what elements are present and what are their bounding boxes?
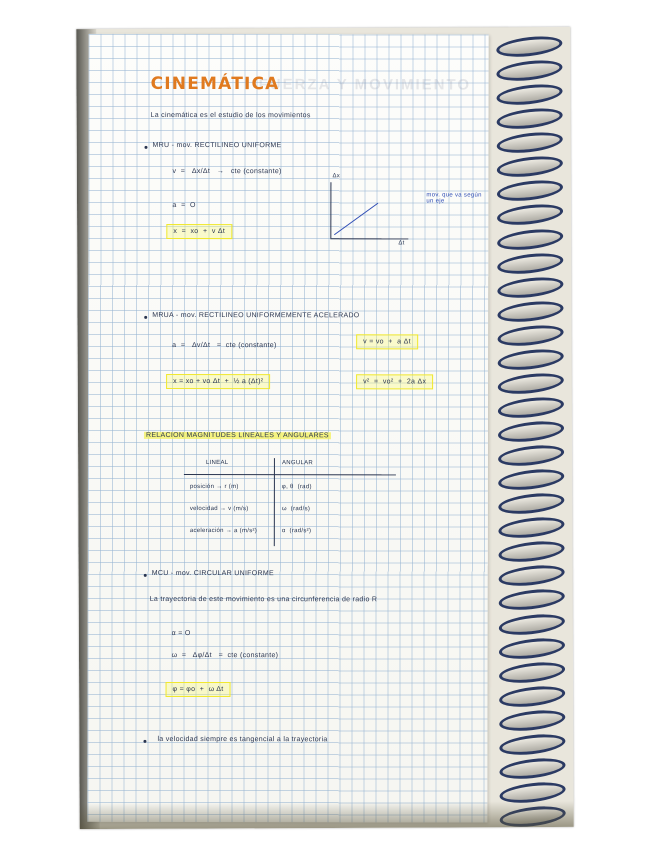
spiral-ring: [499, 659, 565, 685]
relacion-row-2-angular: α (rad/s²): [281, 528, 312, 535]
relacion-col-angular: ANGULAR: [281, 460, 314, 467]
mcu-line-3: ω = Δφ/Δt = cte (constante): [171, 651, 279, 660]
spiral-ring: [497, 130, 563, 156]
spiral-ring: [498, 346, 564, 372]
spiral-ring: [499, 707, 565, 733]
spiral-ring: [497, 298, 563, 324]
spiral-ring: [498, 491, 564, 517]
mru-graph: [324, 173, 414, 247]
spiral-ring: [498, 370, 564, 396]
spiral-ring: [496, 58, 562, 84]
heading-relacion: RELACION MAGNITUDES LINEALES Y ANGULARES: [145, 431, 329, 440]
heading-mru: MRU - mov. RECTILINEO UNIFORME: [152, 141, 282, 150]
relacion-row-1-angular: ω (rad/s): [281, 506, 311, 513]
mru-graph-ylabel: Δx: [332, 173, 341, 180]
spiral-ring: [497, 82, 563, 108]
mru-graph-note: mov. que va según un eje: [426, 192, 482, 205]
spiral-ring: [497, 178, 563, 204]
bullet-mcu: [144, 574, 147, 577]
mcu-boxed-formula: φ = φo + ω Δt: [166, 682, 231, 697]
spiral-ring: [499, 539, 565, 565]
spiral-ring: [498, 467, 564, 493]
relacion-row-2-lineal: aceleración → a (m/s²): [189, 527, 258, 535]
spiral-ring: [497, 226, 563, 252]
bullet-mru: [144, 146, 147, 149]
spiral-ring: [499, 563, 565, 589]
mru-graph-xlabel: Δt: [398, 240, 405, 247]
mrua-boxed-formula-v: v = vo + a Δt: [356, 334, 418, 349]
heading-mrua: MRUA - mov. RECTILINEO UNIFORMEMENTE ACELERADO: [152, 311, 360, 320]
photo-bottom-shadow: [80, 801, 574, 829]
subtitle: La cinemática es el estudio de los movimientos: [150, 111, 311, 120]
notebook-photo: [76, 27, 573, 829]
spiral-ring: [499, 755, 565, 781]
spiral-ring: [498, 443, 564, 469]
spiral-ring: [498, 394, 564, 420]
spiral-ring: [497, 274, 563, 300]
spiral-ring: [499, 611, 565, 637]
mrua-boxed-formula-v2: v² = vo² + 2a Δx: [356, 374, 433, 389]
spiral-ring: [497, 106, 563, 132]
mcu-line-2: α = O: [171, 629, 191, 637]
spiral-ring: [498, 322, 564, 348]
bullet-note: [143, 740, 146, 743]
mru-line-1: v = Δx/Δt → cte (constante): [172, 167, 282, 176]
spiral-ring: [497, 250, 563, 276]
notebook-page: [87, 34, 488, 823]
relacion-row-0-lineal: posición → r (m): [189, 483, 239, 491]
spiral-ring: [499, 731, 565, 757]
mru-boxed-formula: x = xo + v Δt: [166, 224, 232, 239]
spiral-binding: [490, 37, 571, 817]
mcu-note: la velocidad siempre es tangencial a la trayectoria: [157, 735, 328, 744]
mru-line-2: a = O: [172, 201, 196, 210]
spiral-ring: [499, 683, 565, 709]
relacion-row-0-angular: φ, θ (rad): [281, 484, 312, 491]
relacion-row-1-lineal: velocidad → v (m/s): [189, 505, 249, 513]
mrua-line-1: a = Δv/Δt = cte (constante): [172, 341, 277, 350]
mrua-boxed-formula-x: x = xo + vo Δt + ½ a (Δt)²: [166, 374, 270, 389]
mcu-line-1: La trayectoria de este movimiento es una circunferencia de radio R: [149, 595, 378, 604]
relacion-table: [184, 458, 414, 548]
heading-mcu: MCU - mov. CIRCULAR UNIFORME: [151, 569, 274, 578]
page-title: CINEMÁTICA: [150, 73, 280, 95]
spiral-ring: [499, 635, 565, 661]
ghost-heading: FUERZA Y MOVIMIENTO: [258, 76, 472, 94]
bullet-mrua: [144, 316, 147, 319]
spiral-ring: [498, 515, 564, 541]
relacion-col-lineal: LINEAL: [205, 460, 229, 467]
spiral-ring: [499, 587, 565, 613]
spiral-ring: [496, 33, 562, 59]
spiral-ring: [498, 418, 564, 444]
spiral-ring: [497, 202, 563, 228]
spiral-ring: [497, 154, 563, 180]
